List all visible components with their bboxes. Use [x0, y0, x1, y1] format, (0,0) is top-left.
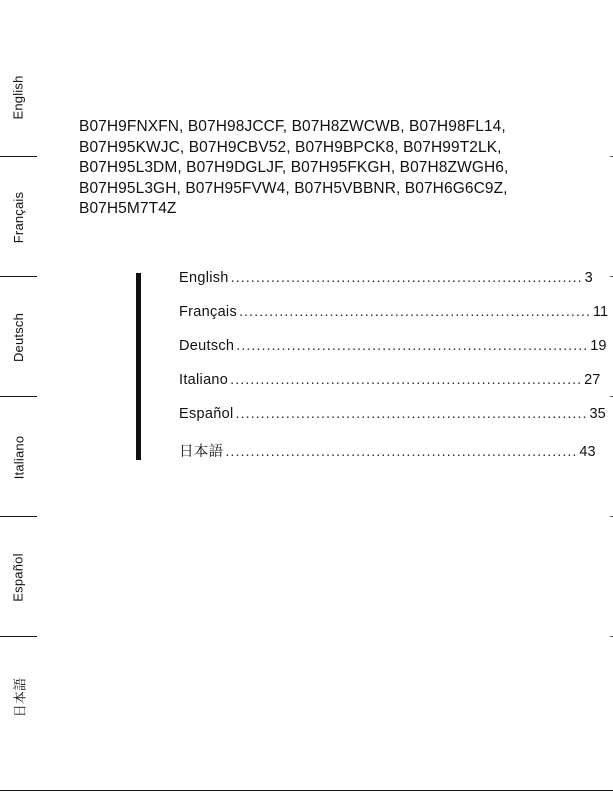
toc-entry-page: 3: [584, 270, 593, 286]
table-of-contents: [179, 270, 609, 474]
product-codes: B07H9FNXFN, B07H98JCCF, B07H8ZWCWB, B07H98FL14, B07H95KWJC, B07H9CBV52, B07H9BPCK8, B07H99T2LK, B07H95L3DM, B07H9DGLJF, B07H95FKGH, B07H8ZWGH6, B07H95L3GH, B07H95FVW4, B07H5VBBNR, B07H6G6C9Z, B07H5M7T4Z: [79, 118, 509, 217]
side-tab-francais[interactable]: [0, 157, 37, 277]
toc-entry-name: Deutsch: [179, 338, 235, 354]
toc-accent-bar: [136, 273, 141, 460]
toc-entry-espanol[interactable]: [179, 406, 606, 440]
toc-entry-francais[interactable]: [179, 304, 609, 338]
toc-entry-japanese[interactable]: [179, 440, 596, 474]
toc-entry-page: 19: [590, 338, 607, 354]
toc-entry-name: Français: [179, 304, 237, 320]
toc-entry-page: 27: [584, 372, 601, 388]
side-tab-deutsch[interactable]: [0, 277, 37, 397]
toc-entry-page: 35: [589, 406, 606, 422]
side-tab-label: Deutsch: [11, 312, 26, 362]
toc-entry-deutsch[interactable]: [179, 338, 607, 372]
toc-entry-name: Español: [179, 406, 234, 422]
toc-entry-italiano[interactable]: [179, 372, 601, 406]
side-tab-label: Italiano: [11, 435, 26, 479]
side-tab-label: Français: [11, 191, 27, 243]
toc-leader-dots: ......................................................................: [225, 444, 578, 460]
language-side-tabs: [0, 37, 37, 757]
toc-leader-dots: ......................................................................: [230, 372, 583, 388]
toc-leader-dots: ......................................................................: [235, 406, 588, 422]
toc-entry-name: Italiano: [179, 372, 229, 388]
toc-entry-english[interactable]: [179, 270, 593, 304]
toc-leader-dots: ......................................................................: [239, 304, 591, 320]
toc-entry-name: English: [179, 270, 229, 286]
toc-leader-dots: ......................................................................: [236, 338, 589, 354]
side-tab-japanese[interactable]: [0, 637, 37, 757]
side-tab-label: Español: [11, 552, 27, 602]
side-tab-espanol[interactable]: [0, 517, 37, 637]
side-tab-label: 日本語: [12, 677, 28, 717]
page-bottom-rule: [0, 790, 613, 791]
side-tab-label: English: [11, 74, 27, 120]
toc-leader-dots: ......................................................................: [230, 270, 583, 286]
side-tab-english[interactable]: [0, 37, 37, 157]
toc-entry-name: 日本語: [179, 444, 224, 460]
toc-entry-page: 43: [579, 444, 596, 460]
side-tab-italiano[interactable]: [0, 397, 37, 517]
toc-entry-page: 11: [593, 304, 609, 320]
